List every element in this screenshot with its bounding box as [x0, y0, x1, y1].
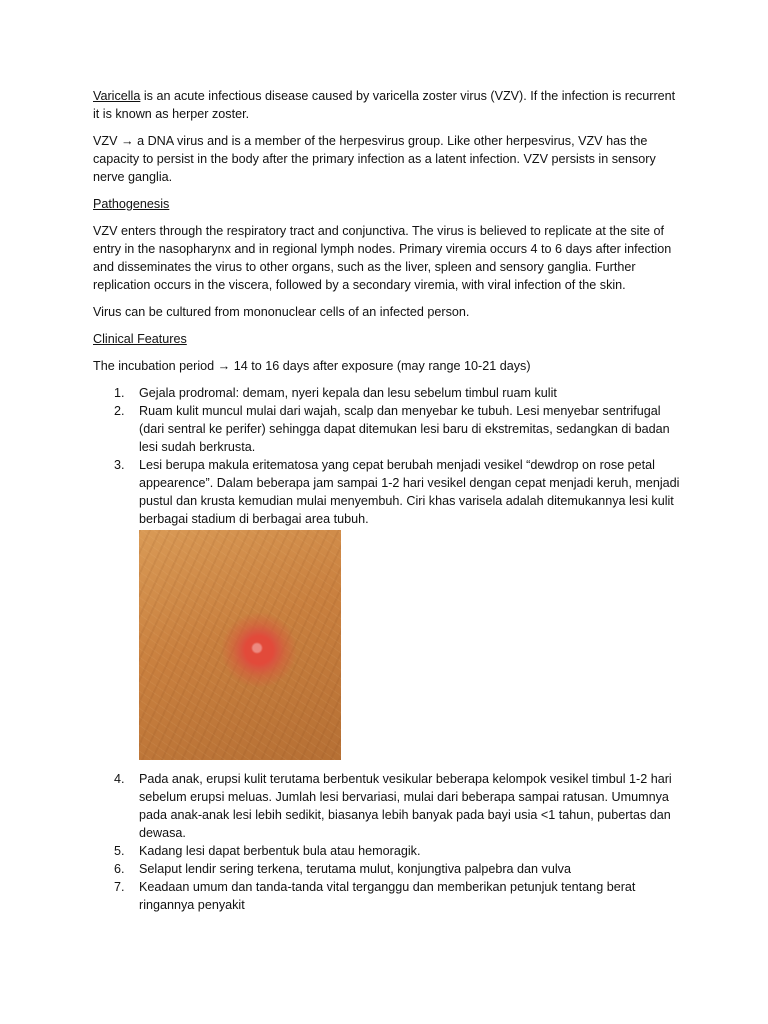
list-item [93, 860, 683, 878]
vzv-paragraph: VZV → a DNA virus and is a member of the herpesvirus group. Like other herpesvirus, VZV has the capacity to persist in the body after the primary infection as a latent infection. VZV persists in sensory nerve ganglia. [93, 134, 656, 184]
list-item [93, 456, 683, 528]
list-item [93, 384, 683, 402]
clinical-list-part-1 [93, 384, 683, 528]
document-page [93, 87, 683, 914]
list-number: 5. [114, 844, 125, 858]
list-number: 1. [114, 386, 125, 400]
intro-text: is an acute infectious disease caused by varicella zoster virus (VZV). If the infection is recurrent it is known as herper zoster. [93, 89, 676, 121]
pathogenesis-paragraph-1: VZV enters through the respiratory tract and conjunctiva. The virus is believed to replicate at the site of entry in the nasopharynx and in regional lymph nodes. Primary viremia occurs 4 to 6 days after infection and disseminates the virus to other organs, such as the liver, spleen and sensory ganglia. Further replication occurs in the viscera, followed by a secondary viremia, with viral infection of the skin. [93, 224, 672, 292]
varicella-term: Varicella [93, 89, 141, 103]
list-item [93, 402, 683, 456]
list-item-text: Gejala prodromal: demam, nyeri kepala dan lesu sebelum timbul ruam kulit [139, 386, 557, 400]
list-number: 4. [114, 772, 125, 786]
list-item-text: Selaput lendir sering terkena, terutama mulut, konjungtiva palpebra dan vulva [139, 862, 571, 876]
list-item-text: Ruam kulit muncul mulai dari wajah, scalp dan menyebar ke tubuh. Lesi menyebar sentrifugal (dari sentral ke perifer) sehingga dapat ditemukan lesi baru di ekstremitas, sedangkan di badan lesi sudah berkrusta. [139, 404, 670, 454]
pathogenesis-paragraph-2: Virus can be cultured from mononuclear cells of an infected person. [93, 305, 470, 319]
intro-paragraph [93, 87, 683, 123]
list-item [93, 878, 683, 914]
list-number: 3. [114, 458, 125, 472]
pathogenesis-heading: Pathogenesis [93, 197, 170, 211]
list-number: 6. [114, 862, 125, 876]
vesicle-skin-photo [139, 530, 341, 760]
list-item [93, 770, 683, 842]
list-item-text: Kadang lesi dapat berbentuk bula atau hemoragik. [139, 844, 421, 858]
clinical-list-part-2 [93, 770, 683, 914]
list-item-text: Lesi berupa makula eritematosa yang cepat berubah menjadi vesikel “dewdrop on rose petal appearence”. Dalam beberapa jam sampai 1-2 hari vesikel dengan cepat menjadi keruh, menjadi pustul dan krusta kemudian mulai menyembuh. Ciri khas varisela adalah ditemukannya lesi kulit berbagai stadium di berbagai area tubuh. [139, 458, 680, 526]
clinical-features-heading: Clinical Features [93, 332, 187, 346]
list-item-text: Pada anak, erupsi kulit terutama berbentuk vesikular beberapa kelompok vesikel timbul 1-2 hari sebelum erupsi meluas. Jumlah lesi bervariasi, mulai dari beberapa sampai ratusan. Umumnya pada anak-anak lesi lebih sedikit, biasanya lebih banyak pada bayi usia <1 tahun, pubertas dan dewasa. [139, 772, 672, 840]
incubation-period: The incubation period → 14 to 16 days after exposure (may range 10-21 days) [93, 359, 531, 373]
list-item [93, 842, 683, 860]
list-number: 2. [114, 404, 125, 418]
list-number: 7. [114, 880, 125, 894]
list-item-text: Keadaan umum dan tanda-tanda vital terganggu dan memberikan petunjuk tentang berat ringannya penyakit [139, 880, 636, 912]
